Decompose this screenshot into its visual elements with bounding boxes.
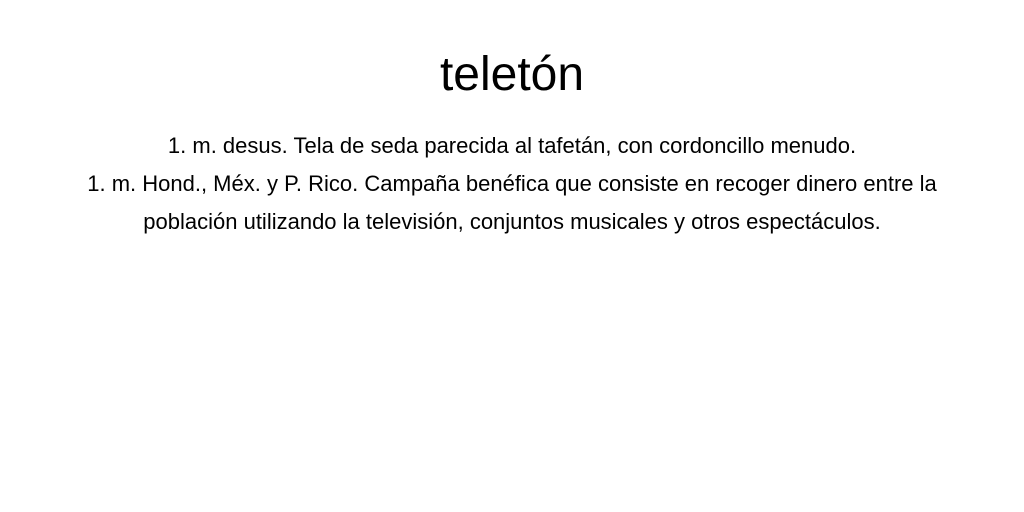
definitions-block <box>60 127 964 241</box>
definition-2: 1. m. Hond., Méx. y P. Rico. Campaña benéfica que consiste en recoger dinero entre la población utilizando la televisión, conjuntos musicales y otros espectáculos. <box>87 171 937 234</box>
definition-1: 1. m. desus. Tela de seda parecida al tafetán, con cordoncillo menudo. <box>167 133 857 158</box>
entry-term: teletón <box>439 48 585 101</box>
